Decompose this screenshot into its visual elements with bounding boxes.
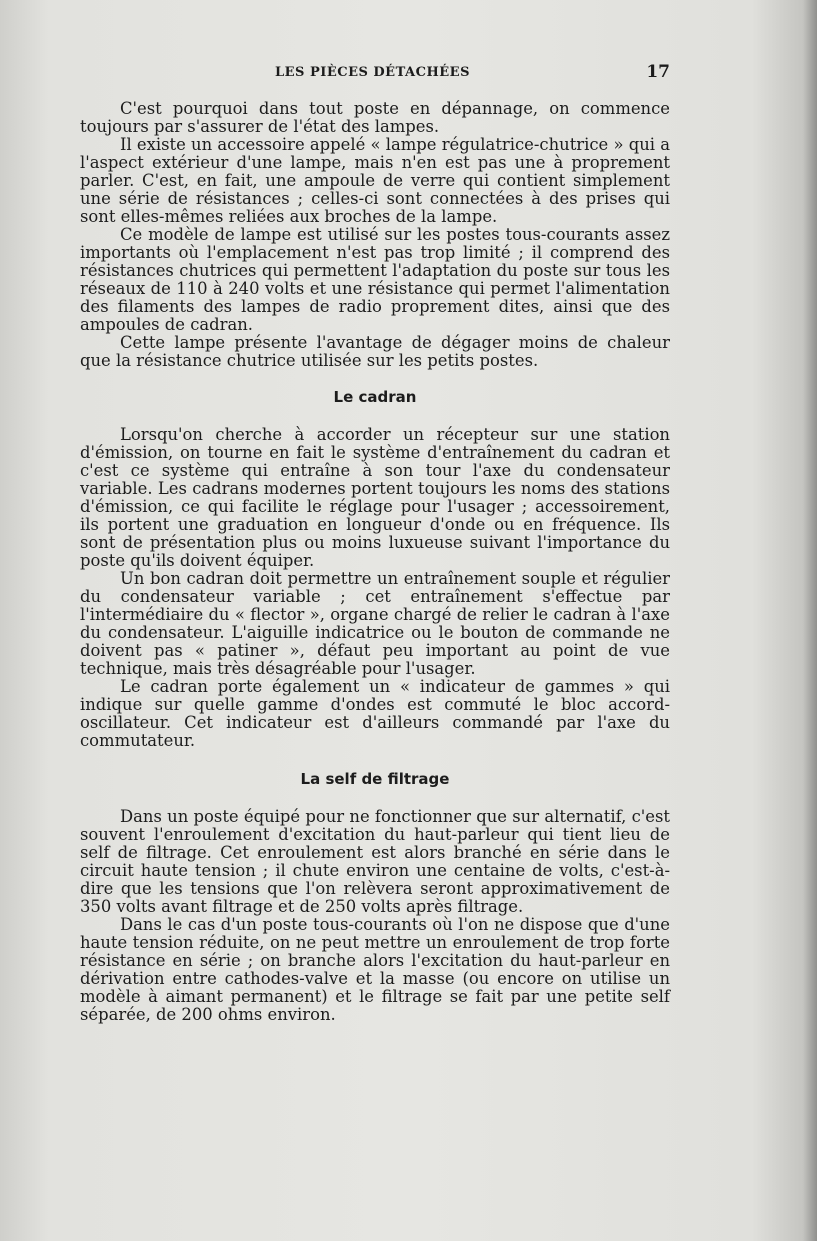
paragraph: Il existe un accessoire appelé « lampe régulatrice-chutrice » qui a l'aspect extérieur d'une lampe, mais n'en est pas une à proprement parler. C'est, en fait, une ampoule de verre qui contient simplement une série de résistances ; celles-ci sont connectées à des prises qui sont elles-mêmes reliées aux broches de la lampe. [80, 135, 670, 226]
paragraph: Cette lampe présente l'avantage de dégager moins de chaleur que la résistance chutrice utilisée sur les petits postes. [80, 333, 670, 370]
running-title: LES PIÈCES DÉTACHÉES [275, 65, 470, 80]
paragraph: Un bon cadran doit permettre un entraînement souple et régulier du condensateur variable ; cet entraînement s'effectue par l'intermédiaire du « flector », organe chargé de relier le cadran à l'axe du condensateur. L'aiguille indicatrice ou le bouton de commande ne doivent pas « patiner », défaut peu important au point de vue technique, mais très désagréable pour l'usager. [80, 569, 670, 678]
paragraph: Ce modèle de lampe est utilisé sur les postes tous-courants assez importants où l'emplacement n'est pas trop limité ; il comprend des résistances chutrices qui permettent l'adaptation du poste sur tous les réseaux de 110 à 240 volts et une résistance qui permet l'alimentation des filaments des lampes de radio proprement dites, ainsi que des ampoules de cadran. [80, 225, 670, 334]
page-header [80, 62, 670, 84]
paragraph: Dans le cas d'un poste tous-courants où l'on ne dispose que d'une haute tension réduite, on ne peut mettre un enroulement de trop forte résistance en série ; on branche alors l'excitation du haut-parleur en dérivation entre cathodes-valve et la masse (ou encore on utilise un modèle à aimant permanent) et le filtrage se fait par une petite self séparée, de 200 ohms environ. [80, 915, 670, 1024]
paragraph: Lorsqu'on cherche à accorder un récepteur sur une station d'émission, on tourne en fait le système d'entraînement du cadran et c'est ce système qui entraîne à son tour l'axe du condensateur variable. Les cadrans modernes portent toujours les noms des stations d'émission, ce qui facilite le réglage pour l'usager ; accessoirement, ils portent une graduation en longueur d'onde ou en fréquence. Ils sont de présentation plus ou moins luxueuse suivant l'importance du poste qu'ils doivent équiper. [80, 425, 670, 570]
page-body [80, 100, 670, 1024]
section-heading-cadran: Le cadran [333, 388, 417, 406]
paragraph: Dans un poste équipé pour ne fonctionner que sur alternatif, c'est souvent l'enroulement d'excitation du haut-parleur qui tient lieu de self de filtrage. Cet enroulement est alors branché en série dans le circuit haute tension ; il chute environ une centaine de volts, c'est-à-dire que les tensions que l'on relèvera seront approximativement de 350 volts avant filtrage et de 250 volts après filtrage. [80, 807, 670, 916]
paragraph: Le cadran porte également un « indicateur de gammes » qui indique sur quelle gamme d'ondes est commuté le bloc accord-oscillateur. Cet indicateur est d'ailleurs commandé par l'axe du commutateur. [80, 677, 670, 750]
section-heading-self-de-filtrage: La self de filtrage [300, 770, 450, 788]
page-edge-shadow [803, 0, 817, 1241]
page-number: 17 [646, 62, 670, 82]
paragraph: C'est pourquoi dans tout poste en dépannage, on commence toujours par s'assurer de l'état des lampes. [80, 99, 670, 136]
